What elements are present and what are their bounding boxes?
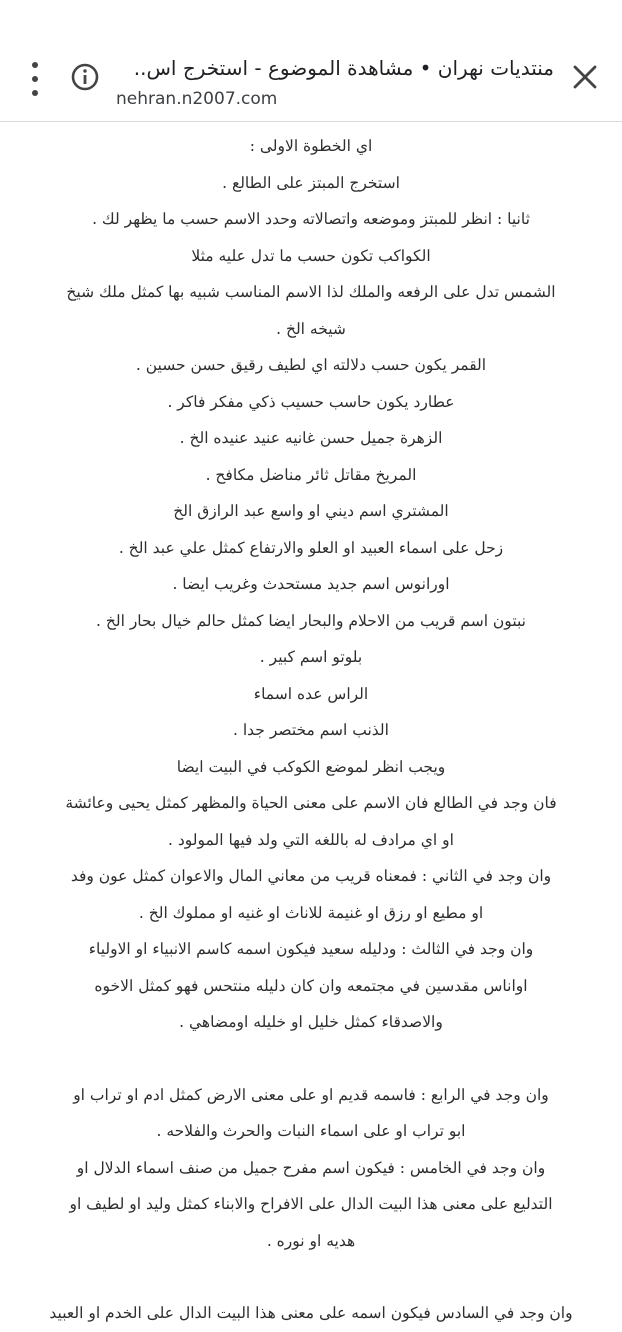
- menu-dot: [32, 76, 38, 82]
- text-line: اي الخطوة الاولى :: [249, 137, 373, 155]
- text-line: شيخه الخ .: [276, 319, 346, 338]
- text-line: فان وجد في الطالع فان الاسم على معنى الحياة والمظهر كمثل يحيى وعائشة: [65, 794, 557, 812]
- text-line: الراس عده اسماء: [253, 684, 369, 703]
- paragraph-gap: [12, 1041, 610, 1077]
- text-line: وان وجد في الثالث : ودليله سعيد فيكون اسمه كاسم الانبياء او الاولياء: [88, 940, 534, 958]
- text-line: وان وجد في الرابع : فاسمه قديم او على معنى الارض كمثل ادم او تراب او: [73, 1085, 549, 1104]
- post-content: [12, 128, 610, 1322]
- text-line: زحل على اسماء العبيد او العلو والارتفاع كمثل علي عبد الخ .: [118, 538, 504, 557]
- text-line: او مطيع او رزق او غنيمة للاناث او غنيه او مملوك الخ .: [138, 903, 484, 922]
- text-line: المشتري اسم ديني او واسع عبد الرازق الخ: [173, 502, 449, 520]
- menu-dot: [32, 62, 38, 68]
- text-line: المريخ مقاتل ثائر مناضل مكافح .: [205, 465, 417, 484]
- text-line: او اي مرادف له باللغه التي ولد فيها المولود .: [168, 830, 454, 849]
- text-line: هديه او نوره .: [266, 1231, 356, 1250]
- text-line: وان وجد في الخامس : فيكون اسم مفرح جميل من صنف اسماء الدلال او: [76, 1158, 546, 1177]
- text-line: عطارد يكون حاسب حسيب ذكي مفكر فاكر .: [167, 392, 455, 411]
- paragraph-gap: [12, 1259, 610, 1295]
- paragraph: [12, 1077, 610, 1260]
- text-line: التدليع على معنى هذا البيت الدال على الافراح والابناء كمثل وليد او لطيف او: [69, 1195, 553, 1213]
- text-line: نبتون اسم قريب من الاحلام والبحار ايضا كمثل حالم خيال بحار الخ .: [96, 611, 526, 630]
- text-line: الزهرة جميل حسن غانيه عنيد عنيده الخ .: [179, 429, 443, 447]
- text-line: الشمس تدل على الرفعه والملك لذا الاسم المناسب شبيه بها كمثل ملك شيخ: [66, 283, 556, 301]
- text-line: الكواكب تكون حسب ما تدل عليه مثلا: [191, 246, 431, 265]
- more-vert-icon[interactable]: [20, 62, 50, 96]
- text-line: وان وجد في السادس فيكون اسمه على معنى هذا البيت الدال على الخدم او العبيد: [49, 1304, 573, 1322]
- text-line: ثانيا : انظر للمبتز وموضعه واتصالاته وحدد الاسم حسب ما يظهر لك .: [92, 210, 530, 228]
- paragraph: [12, 1295, 610, 1332]
- text-line: الذنب اسم مختصر جدا .: [233, 721, 389, 739]
- page-info[interactable]: [116, 54, 554, 111]
- text-line: بلوتو اسم كبير .: [259, 648, 363, 666]
- text-line: والاصدقاء كمثل خليل او خليله اومضاهي .: [179, 1013, 443, 1031]
- page-title: منتديات نهران • مشاهدة الموضوع - استخرج اس..: [133, 56, 554, 80]
- page-url: nehran.n2007.com: [116, 89, 278, 109]
- text-line: ابو تراب او على اسماء النبات والحرث والفلاحه .: [156, 1122, 466, 1140]
- text-line: اورانوس اسم جديد مستحدث وغريب ايضا .: [172, 575, 450, 593]
- text-line: وان وجد في الثاني : فمعناه قريب من معاني المال والاعوان كمثل عون وفد: [70, 867, 552, 885]
- text-line: ويجب انظر لموضع الكوكب في البيت ايضا: [176, 757, 446, 776]
- browser-toolbar: [0, 0, 622, 122]
- text-line: استخرج المبتز على الطالع .: [222, 173, 400, 192]
- close-icon[interactable]: [568, 60, 602, 94]
- text-line: القمر يكون حسب دلالته اي لطيف رقيق حسن حسين .: [135, 356, 487, 374]
- info-icon[interactable]: [70, 62, 100, 92]
- paragraph: [12, 128, 610, 1041]
- text-line: اواناس مقدسين في مجتمعه وان كان دليله منتحس فهو كمثل الاخوه: [94, 976, 528, 995]
- menu-dot: [32, 90, 38, 96]
